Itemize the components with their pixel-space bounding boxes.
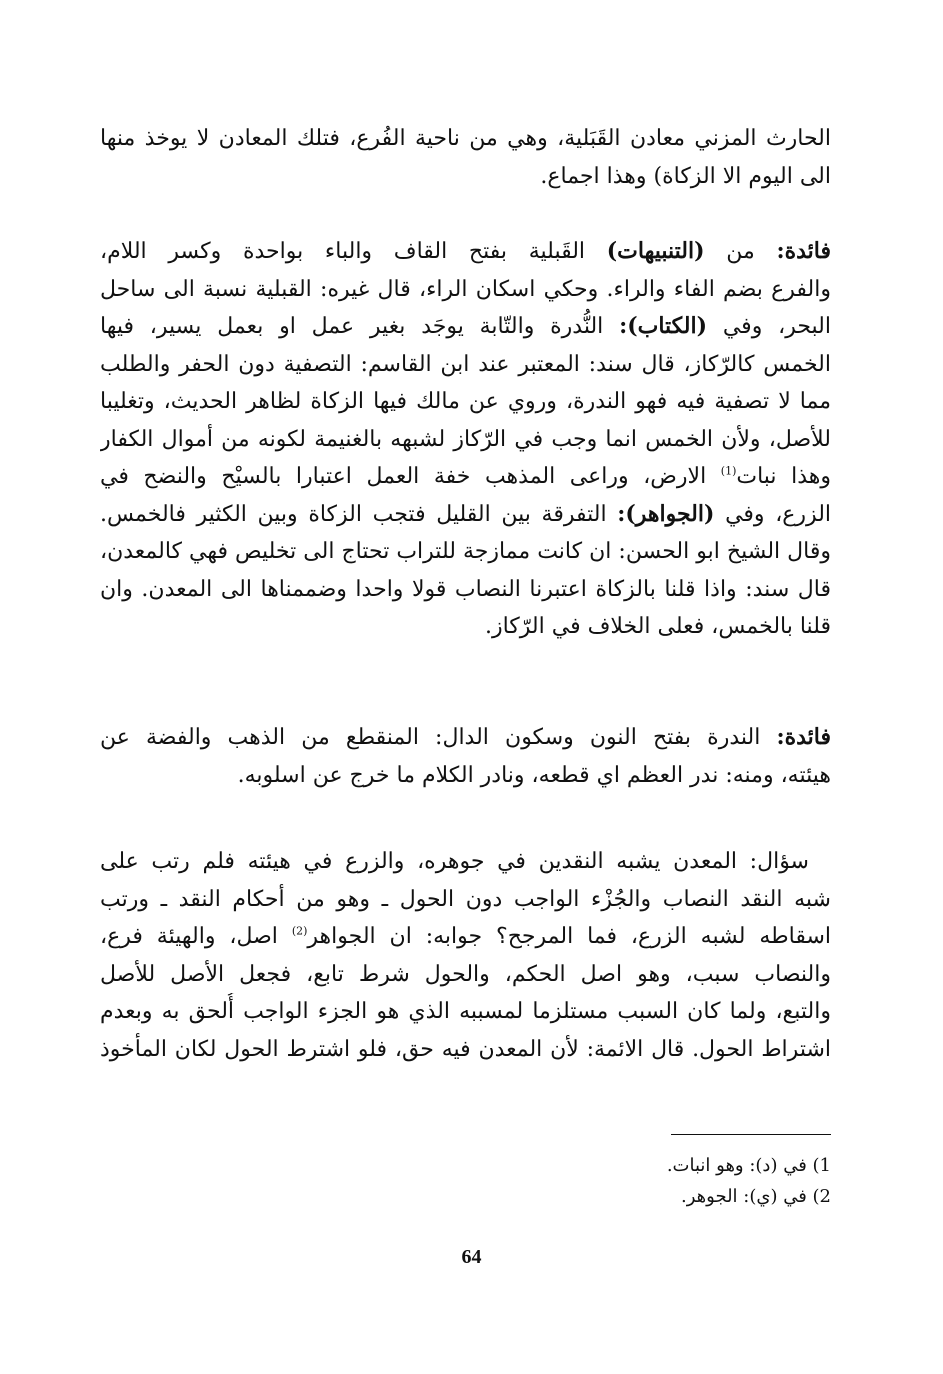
source-title: (الجواهر):: [617, 500, 715, 527]
text-line: قال سند: واذا قلنا بالزكاة اعتبرنا النصاب قولا واحدا وضممناها الى المعدن. وان: [100, 576, 831, 602]
text-segment: اصل، والهيئة فرع،: [100, 924, 278, 949]
text-line: وقال الشيخ ابو الحسن: ان كانت ممازجة للتراب تحتاج الى تخليص فهي كالمعدن،: [100, 539, 831, 564]
text-line: قلنا بالخمس، فعلى الخلاف في الرّكاز.: [484, 614, 831, 639]
paragraph-continuation: [100, 120, 831, 195]
text-line: [100, 458, 831, 496]
text-line: [100, 496, 831, 534]
text-line: الى اليوم الا الزكاة) وهذا اجماع.: [540, 163, 831, 189]
source-title: (التنبيهات): [606, 238, 705, 264]
text-line: الحارث المزني معادن القَبَلية، وهي من ناحية الفُرع، فتلك المعادن لا يوخذ منها: [100, 126, 831, 151]
paragraph-question: [100, 843, 831, 1068]
text-segment: اسقاطه لشبه الزرع، فما المرجح؟ جوابه: ان الجواهر: [307, 924, 831, 949]
text-line: والفرع بضم الفاء والراء. وحكي اسكان الراء، قال غيره: القبلية نسبة الى ساحل: [100, 276, 831, 302]
text-segment: النُّدرة والتّابة يوجَد بغير عمل او بعمل يسير، فيها: [100, 314, 604, 339]
footnote-divider: [671, 1134, 831, 1135]
text-segment: من: [726, 239, 755, 264]
text-segment: الندرة بفتح النون وسكون الدال: المنقطع من الذهب والفضة عن: [100, 725, 761, 750]
footnote-marker: (1): [720, 464, 737, 478]
text-segment: القَبلية بفتح القاف والباء بواحدة وكسر اللام،: [100, 239, 586, 264]
page-number: 64: [461, 1246, 482, 1268]
text-line: والنصاب سبب، وهو اصل الحكم، والحول شرط تابع، فجعل الأصل للأصل: [100, 961, 831, 987]
note-label: فائدة:: [776, 238, 831, 264]
footnote-1: 1) في (د): وهو انبات.: [666, 1155, 831, 1176]
note-label: فائدة:: [776, 724, 831, 750]
text-line: [100, 719, 831, 757]
paragraph-note-tanbihat: [100, 233, 831, 646]
text-segment: الارض، وراعى المذهب خفة العمل اعتبارا بالسيْح والنضح في: [100, 464, 707, 489]
text-segment: الزرع، وفي: [725, 501, 831, 527]
text-line: مما لا تصفية فيه فهو الندرة، وروي عن مالك فيها الزكاة لظاهر الحديث، وتغليبا: [100, 389, 831, 414]
source-title: (الكتاب):: [619, 313, 708, 339]
text-line: [100, 233, 831, 271]
text-segment: وهذا نبات: [736, 464, 831, 489]
text-segment: البحر، وفي: [722, 314, 831, 339]
text-line: للأصل، ولأن الخمس انما وجب في الرّكاز لشبهه بالغنيمة لكونه من أموال الكفار: [100, 426, 831, 452]
text-line: [100, 308, 831, 346]
text-line: شبه النقد النصاب والجُزْء الواجب دون الحول ـ وهو من أحكام النقد ـ ورتب: [100, 886, 831, 912]
footnotes: [431, 1150, 831, 1212]
footnote-marker: (2): [291, 924, 308, 938]
text-line: هيئته، ومنه: ندر العظم اي قطعه، ونادر الكلام ما خرج عن اسلوبه.: [237, 762, 831, 788]
footnote-2: 2) في (ي): الجوهر.: [681, 1186, 831, 1207]
text-line: اشتراط الحول. قال الائمة: لأن المعدن فيه حق، فلو اشترط الحول لكان المأخوذ: [100, 1036, 831, 1062]
text-line: الخمس كالرّكاز، قال سند: المعتبر عند ابن القاسم: التصفية دون الحفر والطلب: [100, 351, 831, 377]
text-line: [100, 918, 831, 956]
paragraph-note-nudra: [100, 719, 831, 794]
text-line: سؤال: المعدن يشبه النقدين في جوهره، والزرع في هيئته فلم رتب على: [100, 849, 809, 874]
text-line: والتبع، ولما كان السبب مستلزما لمسببه الذي هو الجزء الواجب أُلحق به وبعدم: [100, 999, 831, 1024]
text-segment: التفرقة بين القليل فتجب الزكاة وبين الكثير فالخمس.: [100, 501, 607, 527]
